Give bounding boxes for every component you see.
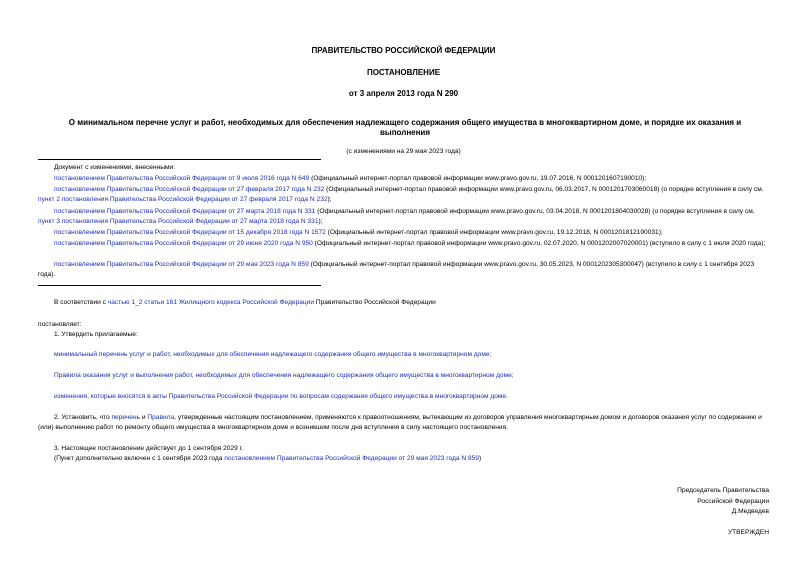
change-link[interactable]: постановлением Правительства Российской Федерации от 27 марта 2018 года N 331: [54, 208, 316, 215]
change-item: постановлением Правительства Российской Федерации от 29 июня 2020 года N 950 (Официальный интернет-портал правовой информации www.pravo.gov.ru, 02.07.2020, N 0001202007020001) (вступило в силу с 1 июля 2020 года);: [54, 240, 766, 247]
approved-label: УТВЕРЖДЕН: [727, 529, 769, 536]
government-name: ПРАВИТЕЛЬСТВО РОССИЙСКОЙ ФЕДЕРАЦИИ: [311, 46, 496, 55]
change-item: постановлением Правительства Российской Федерации от 9 июля 2016 года N 649 (Официальный интернет-портал правовой информации www.pravo.gov.ru, 19.07.2016, N 0001201607190010);: [54, 175, 647, 182]
minimal-list-link[interactable]: минимальный перечень услуг и работ, необходимых для обеспечения надлежащего содержания общего имущества в многоквартирном доме;: [54, 351, 492, 358]
change-item: постановлением Правительства Российской Федерации от 27 марта 2018 года N 331 (Официальный интернет-портал правовой информации www.pravo.gov.ru, 03.04.2018, N 0001201804030028) (о порядке вступления в силу см. пункт 3 постановления Правительства Российской Федерации от 27 марта 2018 года N 331);: [38, 208, 755, 225]
approved-rules-link: [38, 371, 770, 381]
changes-intro: Документ с изменениями, внесенными:: [54, 164, 176, 171]
document-title: О минимальном перечне услуг и работ, необходимых для обеспечения надлежащего содержания общего имущества в многоквартирном доме, и порядке их оказания и выполнения: [68, 118, 742, 137]
divider-bottom: [38, 285, 321, 286]
item-3-note: (Пункт дополнительно включен с 1 сентября 2023 года постановлением Правительства Российской Федерации от 29 мая 2023 года N 859): [54, 455, 482, 462]
signature-role-2: Российской Федерации: [697, 498, 769, 505]
approved-changes-link: [38, 392, 770, 402]
change-item: постановлением Правительства Российской Федерации от 27 февраля 2017 года N 232 (Официальный интернет-портал правовой информации www.pravo.gov.ru, 06.03.2017, N 0001201703060018) (о порядке вступления в силу см. пункт 2 постановления Правительства Российской Федерации от 27 февраля 2017 года N 232);: [38, 186, 764, 203]
rules-short-link[interactable]: Правила: [147, 414, 175, 421]
change-link[interactable]: постановлением Правительства Российской Федерации от 27 февраля 2017 года N 232: [54, 186, 325, 193]
change-link[interactable]: пункт 2 постановления Правительства Российской Федерации от 27 февраля 2017 года N 232: [38, 196, 328, 203]
change-item: постановлением Правительства Российской Федерации от 29 мая 2023 года N 859 (Официальный интернет-портал правовой информации www.pravo.gov.ru, 30.05.2023, N 0001202305300047) (вступило в силу с 1 сентября 2023 года).: [38, 261, 755, 278]
divider-top: [38, 159, 321, 160]
amendment-link[interactable]: постановлением Правительства Российской Федерации от 29 мая 2023 года N 859: [224, 455, 479, 462]
item-2: 2. Установить, что перечень и Правила, утвержденные настоящим постановлением, применяются к правоотношениям, вытекающим из договоров управления многоквартирным домом и договоров оказания услуг по содержанию и (или) выполнению работ по ремонту общего имущества в многоквартирном доме и возникшим после дня вступления в силу настоящего постановления.: [38, 414, 762, 431]
document-date-number: от 3 апреля 2013 года N 290: [348, 89, 459, 98]
signature-name: Д.Медведев: [731, 508, 769, 515]
approved-list-link: [38, 350, 770, 360]
basis-paragraph: В соответствии с частью 1_2 статьи 161 Жилищного кодекса Российской Федерации Правительство Российской Федерации: [54, 299, 436, 306]
decrees-label: постановляет:: [38, 321, 82, 328]
change-link[interactable]: постановлением Правительства Российской Федерации от 29 мая 2023 года N 859: [54, 261, 309, 268]
housing-code-link[interactable]: частью 1_2 статьи 161 Жилищного кодекса Российской Федерации: [107, 299, 315, 306]
item-3: 3. Настоящее постановление действует до 1 сентября 2029 г.: [54, 445, 244, 452]
item-1: 1. Утвердить прилагаемые:: [54, 331, 138, 338]
changes-link[interactable]: изменения, которые вносятся в акты Правительства Российской Федерации по вопросам содержания общего имущества в многоквартирном доме.: [54, 393, 508, 400]
rules-link[interactable]: Правила оказания услуг и выполнения работ, необходимых для обеспечения надлежащего содержания общего имущества в многоквартирном доме;: [54, 372, 514, 379]
change-link[interactable]: постановлением Правительства Российской Федерации от 9 июля 2016 года N 649: [54, 175, 310, 182]
change-link[interactable]: постановлением Правительства Российской Федерации от 15 декабря 2018 года N 1572: [54, 229, 326, 236]
list-link[interactable]: перечень: [111, 414, 141, 421]
signature-role-1: Председатель Правительства: [677, 487, 769, 494]
revision-note: (с изменениями на 29 мая 2023 года): [346, 148, 461, 155]
change-link[interactable]: пункт 3 постановления Правительства Российской Федерации от 27 марта 2018 года N 331: [38, 218, 319, 225]
change-link[interactable]: постановлением Правительства Российской Федерации от 29 июня 2020 года N 950: [54, 240, 313, 247]
document-type: ПОСТАНОВЛЕНИЕ: [366, 68, 441, 77]
change-item: постановлением Правительства Российской Федерации от 15 декабря 2018 года N 1572 (Официальный интернет-портал правовой информации www.pravo.gov.ru, 19.12.2018, N 0001201812190031);: [54, 229, 663, 236]
